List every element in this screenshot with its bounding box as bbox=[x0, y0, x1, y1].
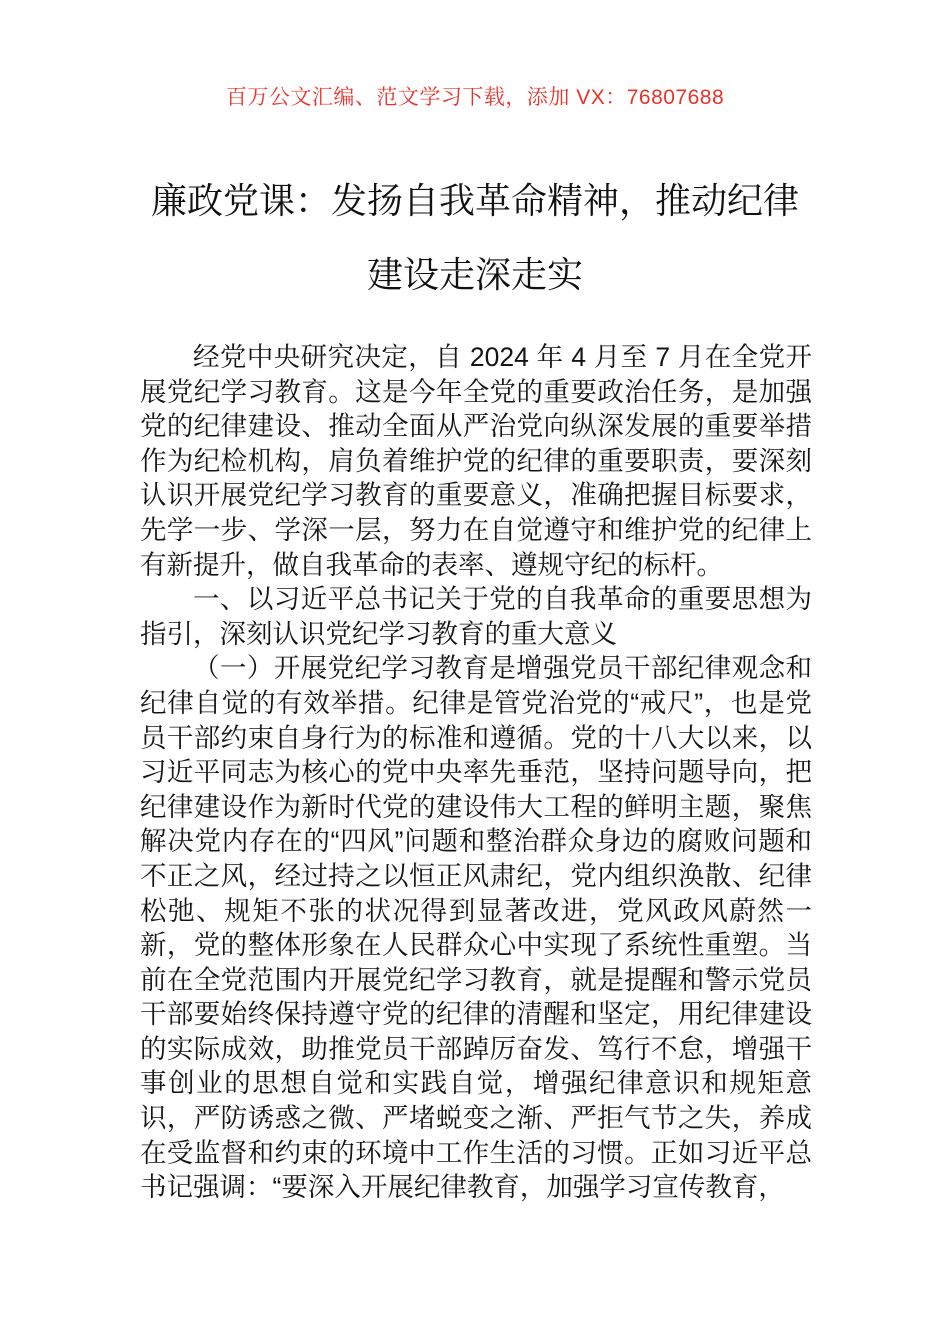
promo-header-text: 百万公文汇编、范文学习下载，添加 VX：76807688 bbox=[225, 86, 725, 109]
document-title: 廉政党课：发扬自我革命精神，推动纪律建设走深走实 bbox=[150, 180, 799, 295]
body-paragraph-section-heading: 一、以习近平总书记关于党的自我革命的重要思想为指引，深刻认识党纪学习教育的重大意义 bbox=[140, 584, 812, 649]
body-paragraph-intro: 经党中央研究决定，自 2024 年 4 月至 7 月在全党开展党纪学习教育。这是今年全党的重要政治任务，是加强党的纪律建设、推动全面从严治党向纵深发展的重要举措作为纪检机构，肩负着维护党的纪律的重要职责，要深刻认识开展党纪学习教育的重要意义，准确把握目标要求，先学一步、学深一层，努力在自觉遵守和维护党的纪律上有新提升，做自我革命的表率、遵规守纪的标杆。 bbox=[140, 342, 812, 580]
body-paragraph-section-one: （一）开展党纪学习教育是增强党员干部纪律观念和纪律自觉的有效举措。纪律是管党治党的“戒尺”，也是党员干部约束自身行为的标准和遵循。党的十八大以来，以习近平同志为核心的党中央率先垂范，坚持问题导向，把纪律建设作为新时代党的建设伟大工程的鲜明主题，聚焦解决党内存在的“四风”问题和整治群众身边的腐败问题和不正之风，经过持之以恒正风肃纪，党内组织涣散、纪律松弛、规矩不张的状况得到显著改进，党风政风蔚然一新，党的整体形象在人民群众心中实现了系统性重塑。当前在全党范围内开展党纪学习教育，就是提醒和警示党员干部要始终保持遵守党的纪律的清醒和坚定，用纪律建设的实际成效，助推党员干部踔厉奋发、笃行不怠，增强干事创业的思想自觉和实践自觉，增强纪律意识和规矩意识，严防诱惑之微、严堵蜕变之渐、严拒气节之失，养成在受监督和约束的环境中工作生活的习惯。正如习近平总书记强调：“要深入开展纪律教育，加强学习宣传教育， bbox=[140, 653, 812, 1203]
document-body bbox=[140, 340, 812, 1205]
